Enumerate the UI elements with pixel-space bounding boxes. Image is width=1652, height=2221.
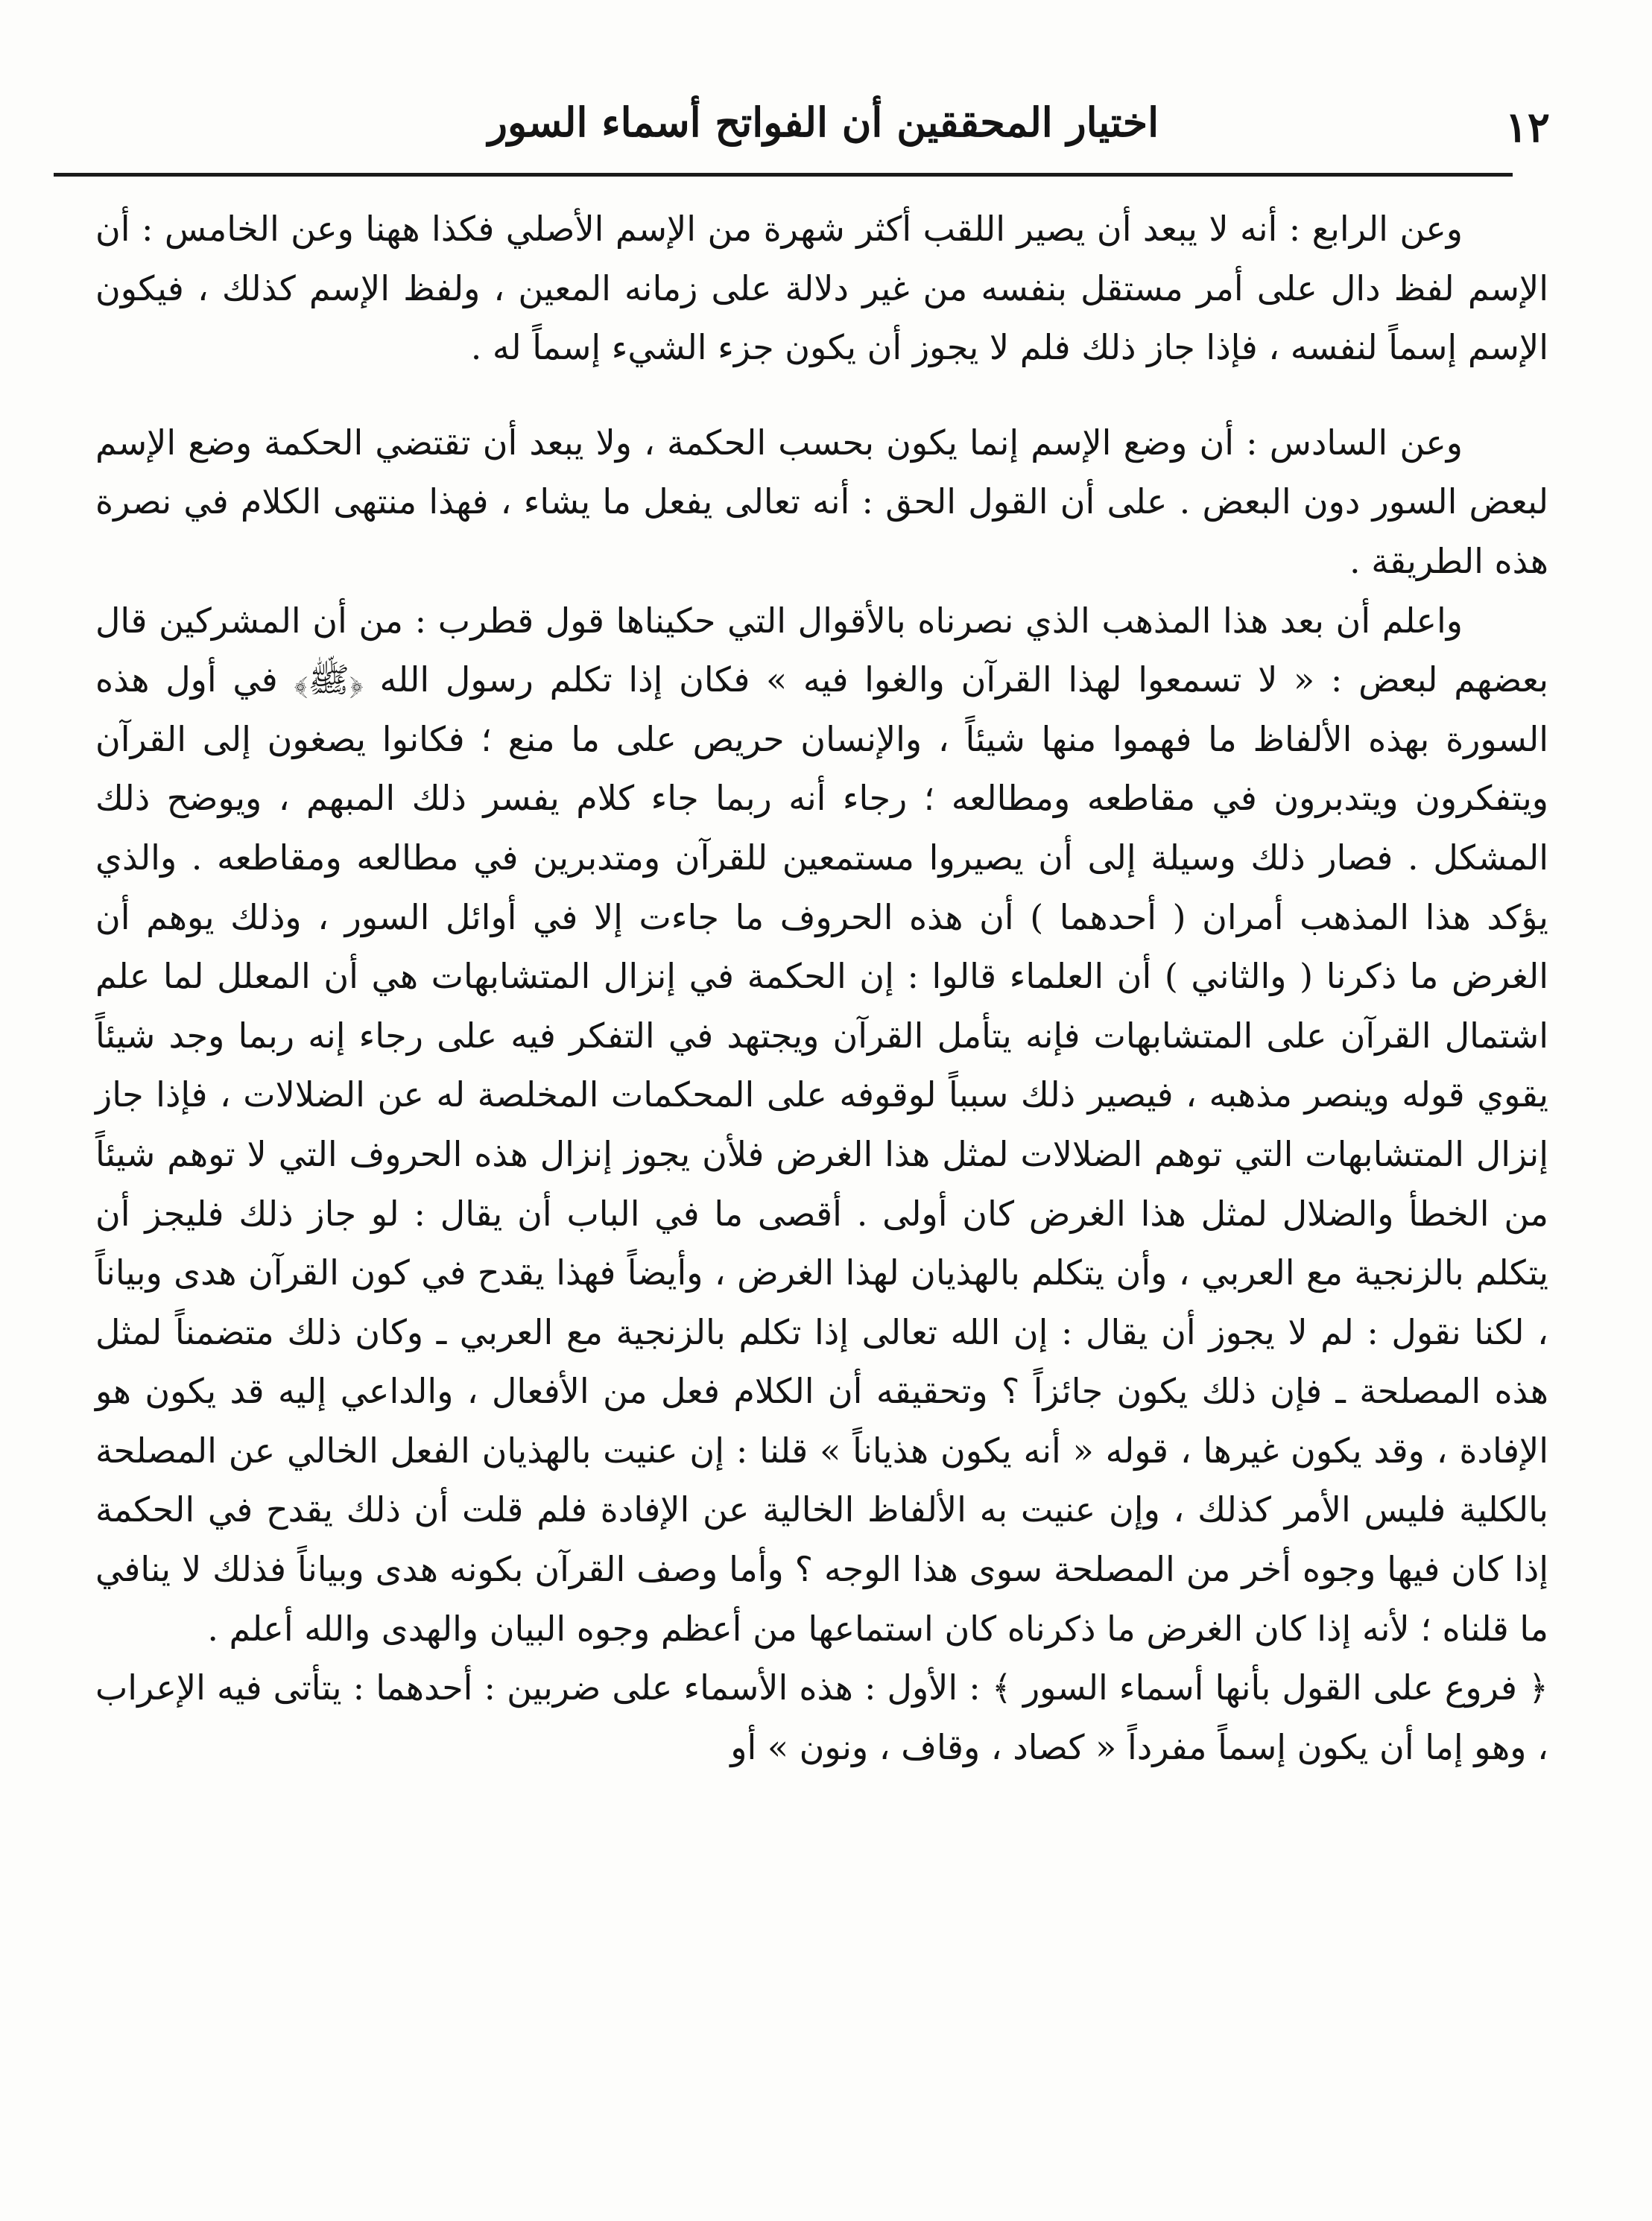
body-text	[95, 200, 1548, 1777]
paragraph-qutrub-view: واعلم أن بعد هذا المذهب الذي نصرناه بالأقوال التي حكيناها قول قطرب : من أن المشركين قال بعضهم لبعض : « لا تسمعوا لهذا القرآن والغوا فيه » فكان إذا تكلم رسول الله ﴿ﷺ﴾ في أول هذه السورة بهذه الألفاظ ما فهموا منها شيئاً ، والإنسان حريص على ما منع ؛ فكانوا يصغون إلى القرآن ويتفكرون ويتدبرون في مقاطعه ومطالعه ؛ رجاء أنه ربما جاء كلام يفسر ذلك المبهم ، ويوضح ذلك المشكل . فصار ذلك وسيلة إلى أن يصيروا مستمعين للقرآن ومتدبرين في مطالعه ومقاطعه . والذي يؤكد هذا المذهب أمران ( أحدهما ) أن هذه الحروف ما جاءت إلا في أوائل السور ، وذلك يوهم أن الغرض ما ذكرنا ( والثاني ) أن العلماء قالوا : إن الحكمة في إنزال المتشابهات هي أن المعلل لما علم اشتمال القرآن على المتشابهات فإنه يتأمل القرآن ويجتهد في التفكر فيه على رجاء إنه ربما وجد شيئاً يقوي قوله وينصر مذهبه ، فيصير ذلك سبباً لوقوفه على المحكمات المخلصة له عن الضلالات ، فإذا جاز إنزال المتشابهات التي توهم الضلالات لمثل هذا الغرض فلأن يجوز إنزال هذه الحروف التي لا توهم شيئاً من الخطأ والضلال لمثل هذا الغرض كان أولى . أقصى ما في الباب أن يقال : لو جاز ذلك فليجز أن يتكلم بالزنجية مع العربي ، وأن يتكلم بالهذيان لهذا الغرض ، وأيضاً فهذا يقدح في كون القرآن هدى وبياناً ، لكنا نقول : لم لا يجوز أن يقال : إن الله تعالى إذا تكلم بالزنجية مع العربي ـ وكان ذلك متضمناً لمثل هذه المصلحة ـ فإن ذلك يكون جائزاً ؟ وتحقيقه أن الكلام فعل من الأفعال ، والداعي إليه قد يكون هو الإفادة ، وقد يكون غيرها ، قوله « أنه يكون هذياناً » قلنا : إن عنيت بالهذيان الفعل الخالي عن المصلحة بالكلية فليس الأمر كذلك ، وإن عنيت به الألفاظ الخالية عن الإفادة فلم قلت أن ذلك يقدح في الحكمة إذا كان فيها وجوه أخر من المصلحة سوى هذا الوجه ؟ وأما وصف القرآن بكونه هدى وبياناً فذلك لا ينافي ما قلناه ؛ لأنه إذا كان الغرض ما ذكرناه كان استماعها من أعظم وجوه البيان والهدى والله أعلم .	[95, 600, 1548, 1649]
page-number: ١٢	[1504, 103, 1550, 152]
header-rule	[54, 173, 1513, 177]
paragraph-sixth-answer: وعن السادس : أن وضع الإسم إنما يكون بحسب الحكمة ، ولا يبعد أن تقتضي الحكمة وضع الإسم لبعض السور دون البعض . على أن القول الحق : أنه تعالى يفعل ما يشاء ، فهذا منتهى الكلام في نصرة هذه الطريقة .	[95, 422, 1548, 581]
paragraph-branches: ﴿ فروع على القول بأنها أسماء السور ﴾ : الأول : هذه الأسماء على ضربين : أحدهما : يتأتى فيه الإعراب ، وهو إما أن يكون إسماً مفرداً « كصاد ، وقاف ، ونون » أو	[95, 1667, 1548, 1767]
running-title: اختيار المحققين أن الفواتح أسماء السور	[487, 98, 1159, 146]
page-header	[97, 98, 1550, 158]
paragraph-fourth-fifth-answers: وعن الرابع : أنه لا يبعد أن يصير اللقب أكثر شهرة من الإسم الأصلي فكذا ههنا وعن الخامس : أن الإسم لفظ دال على أمر مستقل بنفسه من غير دلالة على زمانه المعين ، ولفظ الإسم كذلك ، فيكون الإسم إسماً لنفسه ، فإذا جاز ذلك فلم لا يجوز أن يكون جزء الشيء إسماً له .	[95, 209, 1548, 368]
